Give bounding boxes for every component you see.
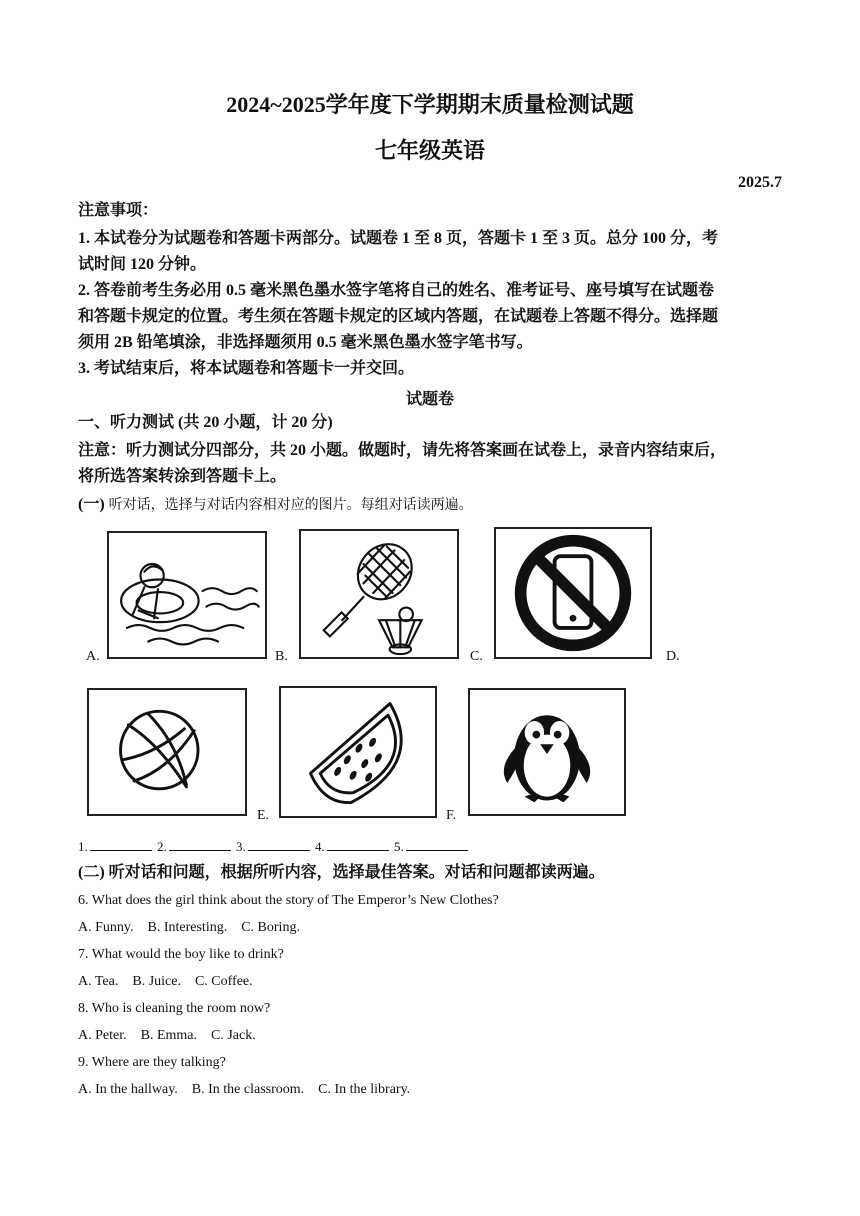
option-c[interactable]: C. Jack. — [211, 1028, 256, 1043]
answer-blank-5[interactable] — [406, 838, 468, 851]
question-text: 6. What does the girl think about the story of The Emperor’s New Clothes? — [78, 893, 499, 908]
notice-line: 和答题卡规定的位置。考生须在答题卡规定的区域内答题，在试题卷上答题不得分。选择题 — [78, 308, 719, 325]
exam-subtitle: 七年级英语 — [374, 138, 485, 163]
listening-title: 一、听力测试 (共 20 小题，计 20 分) — [78, 414, 333, 431]
blank-number: 1. — [78, 839, 88, 854]
question-options — [78, 1079, 788, 1101]
badminton-icon — [301, 531, 457, 657]
option-a[interactable]: A. Tea. — [78, 974, 119, 989]
option-b[interactable]: B. In the classroom. — [191, 1082, 305, 1097]
listening-note: 将所选答案转涂到答题卡上。 — [78, 468, 287, 485]
option-label: B. — [275, 649, 288, 664]
part1-instruction: 听对话，选择与对话内容相对应的图片。每组对话读两遍。 — [108, 498, 473, 513]
option-a[interactable]: A. Funny. — [78, 920, 134, 935]
picture-swimming[interactable] — [107, 531, 267, 659]
part1-label: (一) — [78, 496, 105, 513]
option-label: A. — [86, 649, 100, 664]
blank-number: 2. — [157, 839, 167, 854]
question-options — [78, 917, 788, 939]
question-options — [78, 1025, 788, 1047]
notice-heading: 注意事项： — [78, 202, 159, 219]
blank-number: 5. — [394, 839, 404, 854]
exam-date: 2025.7 — [738, 174, 782, 191]
notice-line: 须用 2B 铅笔填涂，非选择题须用 0.5 毫米黑色墨水签字笔书写。 — [78, 334, 533, 351]
no-phone-icon — [496, 529, 650, 657]
option-c[interactable]: C. Boring. — [241, 920, 300, 935]
question-options — [78, 971, 788, 993]
notice-line: 2. 答卷前考生务必用 0.5 毫米黑色墨水签字笔将自己的姓名、准考证号、座号填写在试题卷 — [78, 282, 715, 299]
part2-title: (二) 听对话和问题，根据所听内容，选择最佳答案。对话和问题都读两遍。 — [78, 864, 605, 881]
option-label: F. — [446, 808, 457, 823]
notice-line: 1. 本试卷分为试题卷和答题卡两部分。试题卷 1 至 8 页，答题卡 1 至 3 页。总分 100 分，考 — [78, 230, 719, 247]
answer-blank-3[interactable] — [248, 838, 310, 851]
question-text: 7. What would the boy like to drink? — [78, 947, 284, 962]
picture-no-phone[interactable] — [494, 527, 652, 659]
blank-number: 3. — [236, 839, 246, 854]
section-label: 试题卷 — [405, 391, 454, 408]
option-c[interactable]: C. In the library. — [318, 1082, 411, 1097]
option-c[interactable]: C. Coffee. — [194, 974, 253, 989]
picture-watermelon[interactable] — [279, 686, 437, 818]
option-label: E. — [257, 808, 270, 823]
option-a[interactable]: A. Peter. — [78, 1028, 127, 1043]
picture-badminton[interactable] — [299, 529, 459, 659]
option-label: C. — [470, 649, 483, 664]
option-b[interactable]: B. Juice. — [132, 974, 181, 989]
answer-blank-1[interactable] — [90, 838, 152, 851]
question-text: 8. Who is cleaning the room now? — [78, 1001, 271, 1016]
watermelon-icon — [281, 688, 435, 816]
part1-instruction-row — [78, 494, 788, 517]
basketball-icon — [89, 690, 245, 814]
answer-blank-4[interactable] — [327, 838, 389, 851]
option-a[interactable]: A. In the hallway. — [78, 1082, 178, 1097]
picture-basketball[interactable] — [87, 688, 247, 816]
answer-blank-2[interactable] — [169, 838, 231, 851]
option-b[interactable]: B. Emma. — [140, 1028, 197, 1043]
option-label: D. — [666, 649, 680, 664]
exam-title: 2024~2025学年度下学期期末质量检测试题 — [226, 92, 634, 117]
picture-penguin[interactable] — [468, 688, 626, 816]
listening-note: 注意：听力测试分四部分，共 20 小题。做题时，请先将答案画在试卷上，录音内容结束后， — [78, 442, 727, 459]
swimming-icon — [109, 533, 265, 657]
blank-number: 4. — [315, 839, 325, 854]
notice-line: 3. 考试结束后，将本试题卷和答题卡一并交回。 — [78, 360, 415, 377]
option-b[interactable]: B. Interesting. — [147, 920, 228, 935]
question-text: 9. Where are they talking? — [78, 1055, 226, 1070]
answer-blanks — [78, 838, 470, 855]
penguin-icon — [470, 690, 624, 814]
notice-line: 试时间 120 分钟。 — [78, 256, 207, 273]
